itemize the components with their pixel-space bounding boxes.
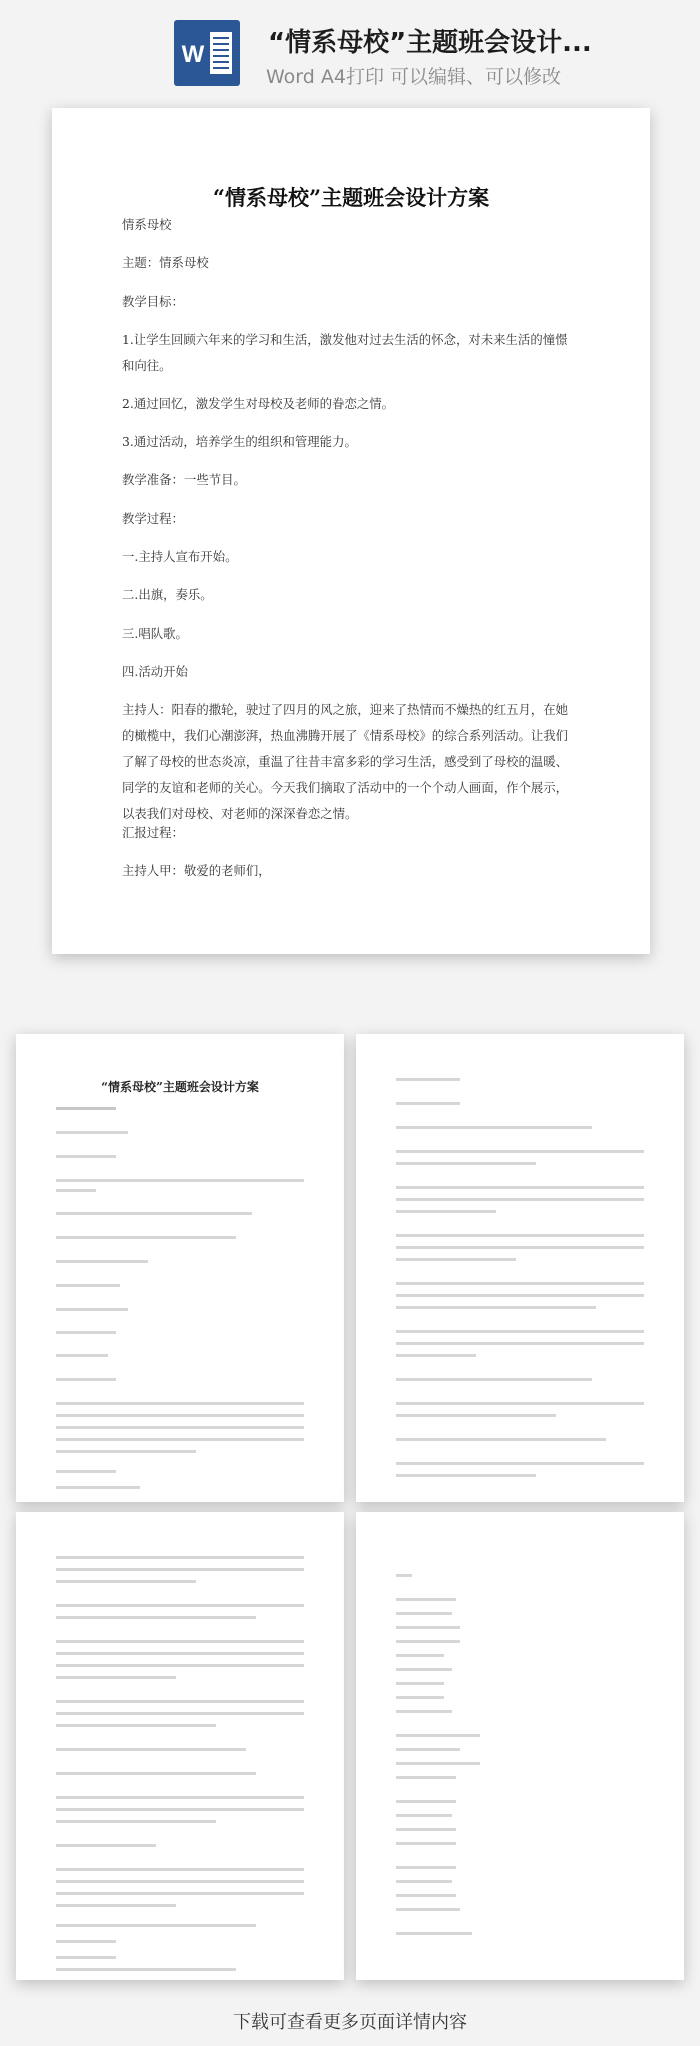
thumbnail-page-1 <box>16 1034 344 1502</box>
thumbnail-page-4 <box>356 1512 684 1980</box>
paragraph: 汇报过程： <box>122 825 184 840</box>
download-prompt[interactable]: 下载可查看更多页面详情内容 <box>233 2012 467 2033</box>
word-file-icon <box>174 20 240 86</box>
paragraph: 三.唱队歌。 <box>122 626 188 641</box>
paragraph: 1.让学生回顾六年来的学习和生活，激发他对过去生活的怀念，对未来生活的憧憬和向往。 <box>122 332 568 373</box>
paragraph: 教学目标： <box>122 294 184 309</box>
document-title: “情系母校”主题班会设计... <box>268 28 592 58</box>
paragraph: 主持人：阳春的撒轮，驶过了四月的风之旅，迎来了热情而不燥热的红五月，在她的橄榄中，我们心潮澎湃，热血沸腾开展了《情系母校》的综合系列活动。让我们了解了母校的世态炎凉，重温了往昔丰富多彩的学习生活，感受到了母校的温暖、同学的友谊和老师的关心。今天我们摘取了活动中的一个个动人画面，作个展示，以表我们对母校、对老师的深深眷恋之情。 <box>122 702 569 821</box>
paragraph: 四.活动开始 <box>122 664 188 679</box>
paragraph: 2.通过回忆，激发学生对母校及老师的眷恋之情。 <box>122 396 395 411</box>
paragraph: 主持人甲：敬爱的老师们， <box>122 863 271 878</box>
word-icon-letter: W <box>181 41 205 68</box>
main-page-title: “情系母校”主题班会设计方案 <box>212 185 490 210</box>
thumbnail-page-2 <box>356 1034 684 1502</box>
paragraph: 二.出旗，奏乐。 <box>122 587 213 602</box>
thumbnail-title: “情系母校”主题班会设计方案 <box>101 1080 259 1094</box>
main-page-preview <box>52 108 650 954</box>
paragraph: 教学准备：一些节目。 <box>122 472 246 487</box>
paragraph: 3.通过活动，培养学生的组织和管理能力。 <box>122 434 357 449</box>
paragraph: 教学过程： <box>122 511 184 526</box>
header <box>0 0 700 92</box>
paragraph: 情系母校 <box>122 217 172 232</box>
document-subtitle: Word A4打印 可以编辑、可以修改 <box>266 66 562 88</box>
paragraph: 一.主持人宣布开始。 <box>122 549 238 564</box>
paragraph: 主题：情系母校 <box>122 255 209 270</box>
thumbnail-page-3 <box>16 1512 344 1980</box>
